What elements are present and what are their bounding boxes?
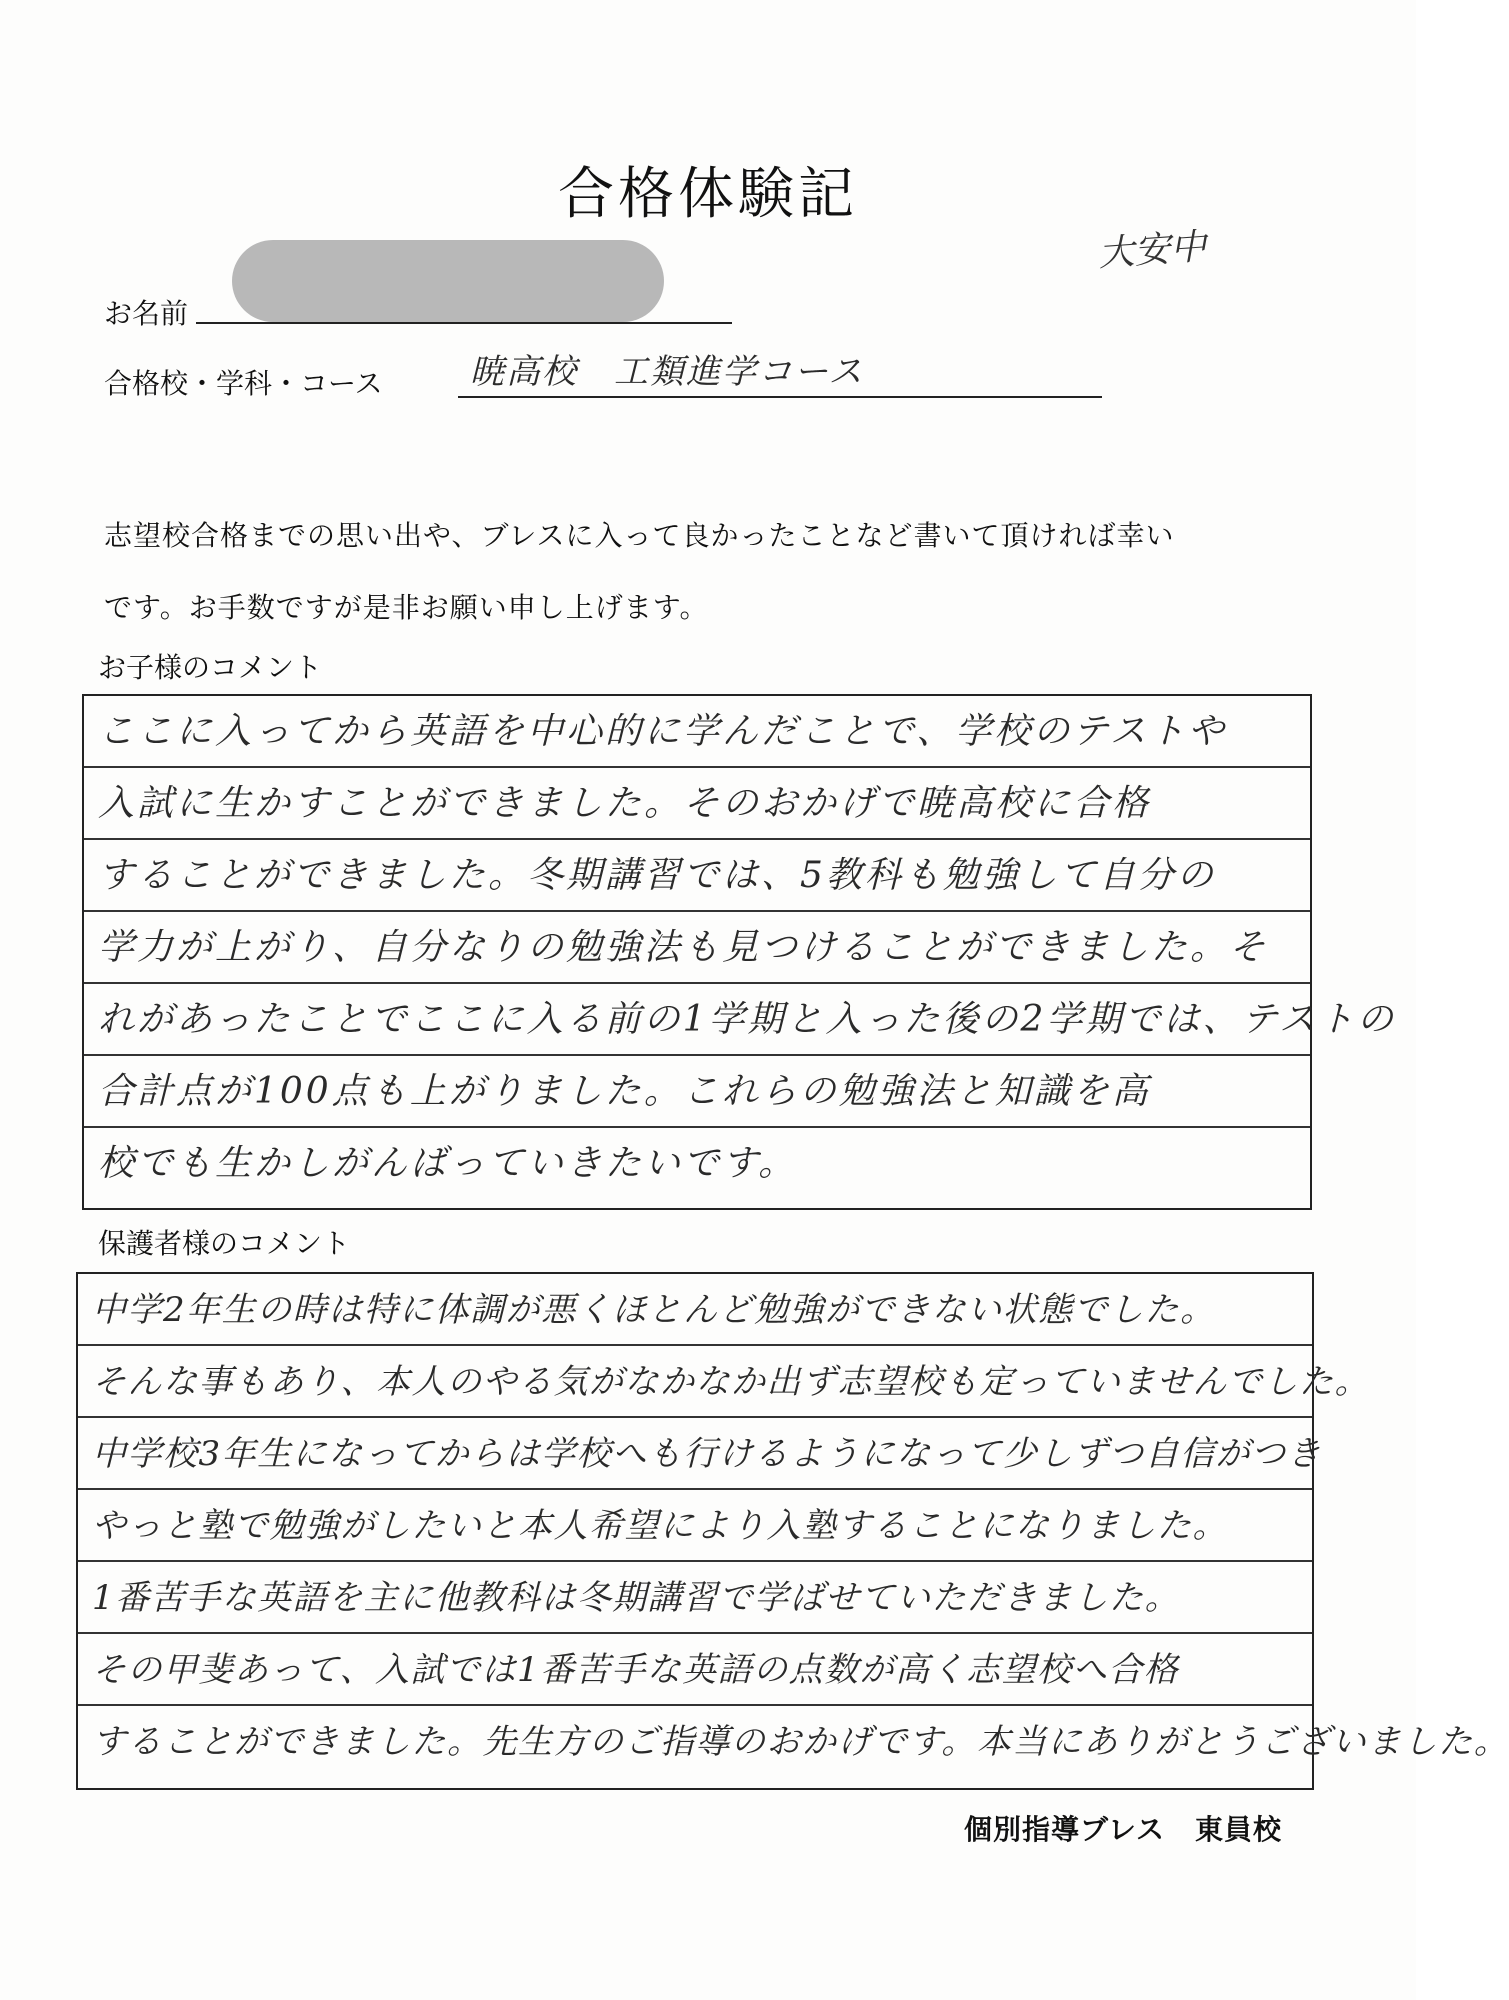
child-comment-line: 合計点が100点も上がりました。これらの勉強法と知識を高 — [84, 1056, 1310, 1128]
child-comment-line: ここに入ってから英語を中心的に学んだことで、学校のテストや — [84, 696, 1310, 768]
school-underline — [458, 396, 1102, 398]
intro-line-2: です。お手数ですが是非お願い申し上げます。 — [104, 591, 709, 624]
parent-comment-line: やっと塾で勉強がしたいと本人希望により入塾することになりました。 — [78, 1490, 1312, 1562]
child-comment-label: お子様のコメント — [98, 651, 323, 684]
child-comment-line: することができました。冬期講習では、5教科も勉強して自分の — [84, 840, 1310, 912]
school-value: 暁高校 工類進学コース — [470, 352, 865, 392]
middle-school-handwritten-tag: 大安中 — [1096, 226, 1208, 275]
footer-branch: 東員校 — [1194, 1813, 1282, 1846]
parent-comment-line: そんな事もあり、本人のやる気がなかなか出ず志望校も定っていませんでした。 — [78, 1346, 1312, 1418]
child-comment-line: 学力が上がり、自分なりの勉強法も見つけることができました。そ — [84, 912, 1310, 984]
parent-comment-line: その甲斐あって、入試では1番苦手な英語の点数が高く志望校へ合格 — [78, 1634, 1312, 1706]
parent-comment-label: 保護者様のコメント — [98, 1227, 351, 1260]
intro-text — [104, 500, 1314, 644]
parent-comment-line: 中学2年生の時は特に体調が悪くほとんど勉強ができない状態でした。 — [78, 1274, 1312, 1346]
footer-signature — [964, 1808, 1282, 1848]
parent-comment-box — [76, 1272, 1509, 1790]
child-comment-line: れがあったことでここに入る前の1学期と入った後の2学期では、テストの — [84, 984, 1310, 1056]
footer-org: 個別指導ブレス — [963, 1813, 1165, 1846]
child-comment-line: 入試に生かすことができました。そのおかげで暁高校に合格 — [84, 768, 1310, 840]
child-comment-box — [82, 694, 1397, 1210]
name-label: お名前 — [104, 297, 189, 330]
name-underline — [196, 322, 732, 324]
parent-comment-line: 中学校3年生になってからは学校へも行けるようになって少しずつ自信がつき — [78, 1418, 1312, 1490]
intro-line-1: 志望校合格までの思い出や、ブレスに入って良かったことなど書いて頂ければ幸い — [104, 519, 1175, 552]
parent-comment-line: することができました。先生方のご指導のおかげです。本当にありがとうございました。 — [92, 1722, 1509, 1762]
page-title: 合格体験記 — [558, 162, 858, 227]
parent-comment-line: 1番苦手な英語を主に他教科は冬期講習で学ばせていただきました。 — [78, 1562, 1312, 1634]
child-comment-line: 校でも生かしがんばっていきたいです。 — [98, 1143, 798, 1184]
name-redaction — [232, 240, 664, 322]
school-label: 合格校・学科・コース — [104, 367, 383, 400]
